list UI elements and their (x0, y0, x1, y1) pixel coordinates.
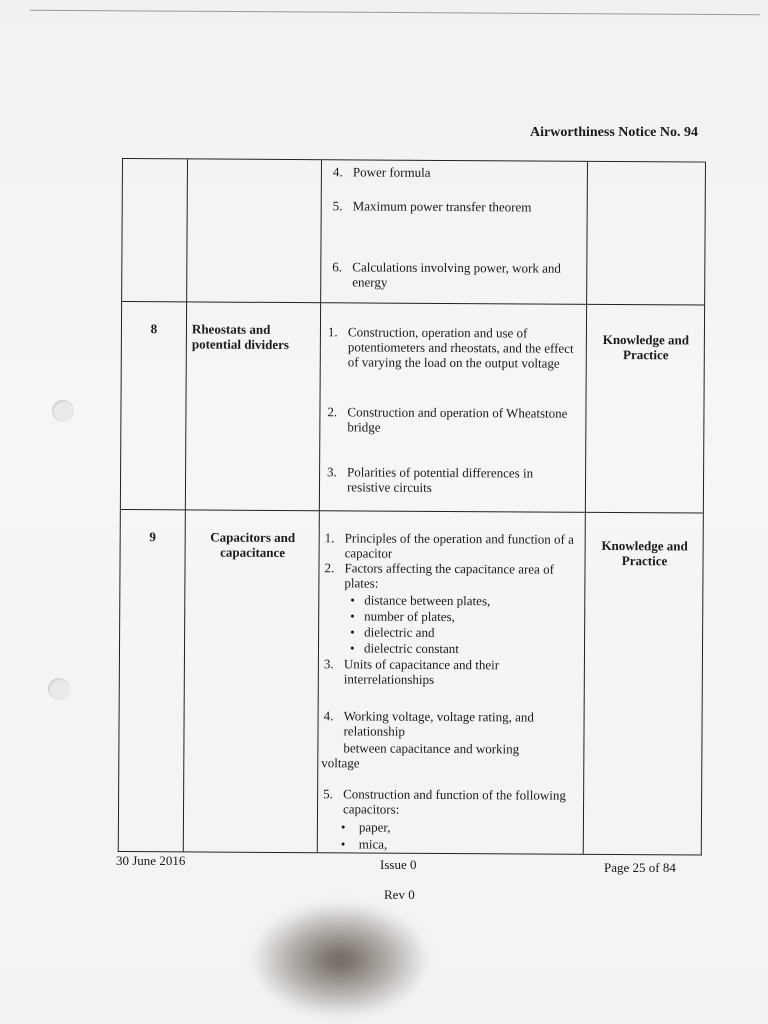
scan-smudge (255, 905, 425, 1015)
punch-hole (48, 678, 70, 700)
column-divider-3 (583, 162, 588, 854)
syllabus-table: 4. Power formula 5. Maximum power transfer theorem 6. Calculations involving power, work and energy 8 Rheostats and potential dividers Knowledge and Practice 1. Construction, operation and use of potentiometers and rheostats, and the effect of varying the load on the output voltage 2. Construction and operation of Wheatstone bridge 3. Polarities of potential differences in resistive circuits 9 Capacitors and capacitance Knowledge and Practice 1. Principles of the operation and function of a capacitor 2. Factors affecting the capacitance area of plates: • distance between plates, • number of plates, • dielectric and • dielectric constant 3. Units of capacitance and their interrelationships 4. Working voltage, voltage rating, and relationship between capacitance and working voltage 5. Construction and function of the following capacitors: • paper, • mica, (118, 158, 706, 856)
list-item-continuation: between capacitance and working (343, 740, 520, 757)
column-divider-1 (183, 159, 188, 851)
row-topic: Capacitors and capacitance (210, 529, 296, 561)
list-item-continuation: voltage (321, 755, 360, 771)
footer-rev: Rev 0 (384, 887, 415, 902)
punch-hole (52, 400, 74, 422)
row-level: Knowledge and Practice (602, 331, 690, 363)
row-divider-2 (121, 509, 703, 514)
footer-date: 30 June 2016 (116, 853, 186, 868)
footer-issue: Issue 0 (380, 857, 417, 872)
row-topic: Rheostats and potential dividers (191, 321, 290, 353)
column-divider-2 (317, 160, 322, 852)
row-level: Knowledge and Practice (601, 537, 688, 569)
row-number: 8 (150, 321, 158, 337)
row-divider-1 (122, 301, 704, 306)
top-edge-line (30, 10, 760, 15)
footer-page-number: Page 25 of 84 (604, 860, 676, 875)
page-header-title: Airworthiness Notice No. 94 (530, 125, 698, 140)
row-number: 9 (149, 529, 156, 545)
